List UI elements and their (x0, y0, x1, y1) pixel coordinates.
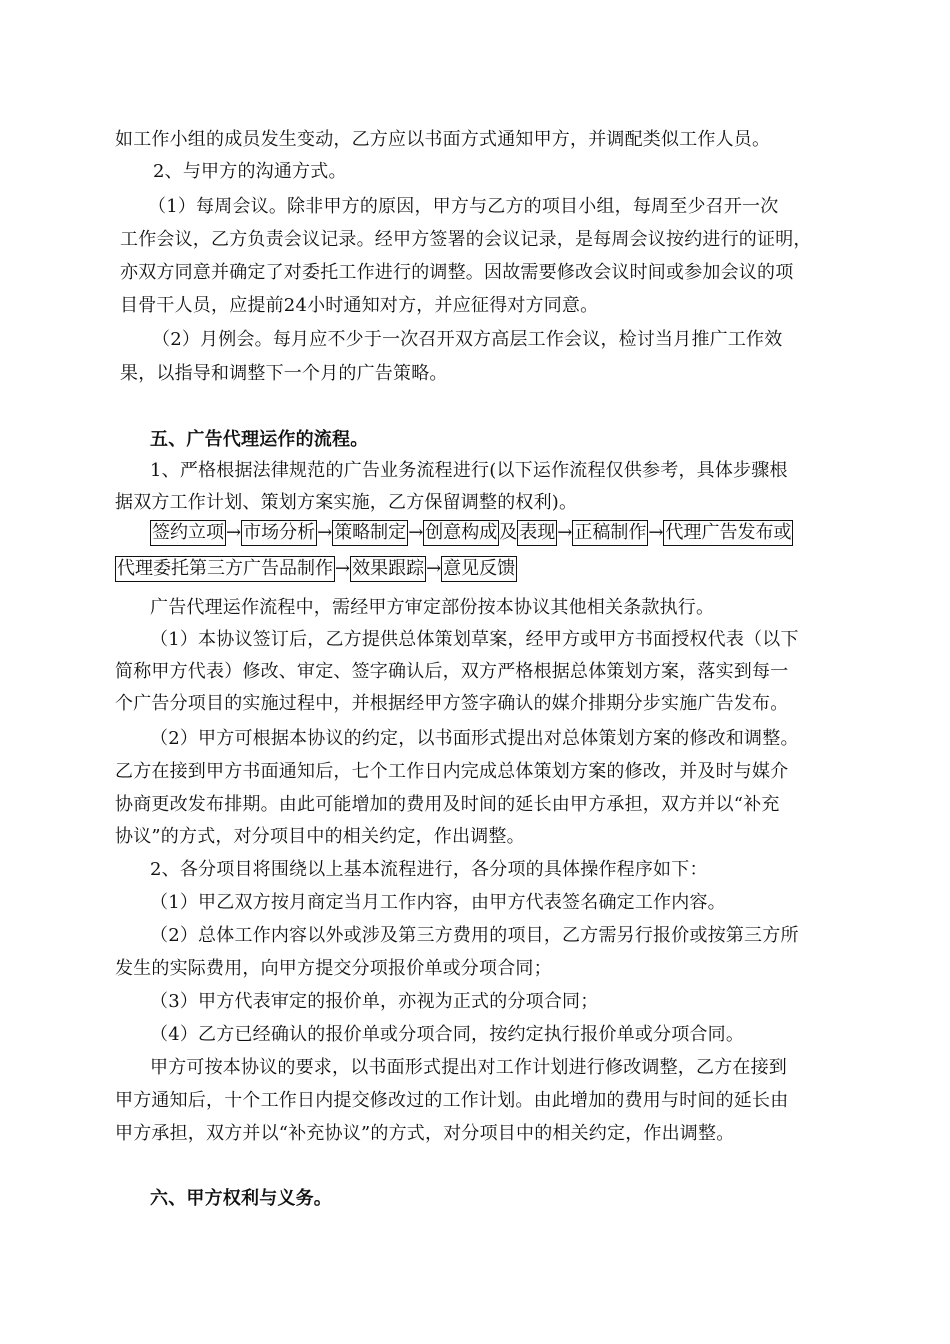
flow-step-sign-contract: 签约立项 (150, 520, 226, 546)
paragraph-line: 果，以指导和调整下一个月的广告策略。 (120, 363, 448, 384)
paragraph-line: 甲方承担，双方并以“补充协议”的方式，对分项目中的相关约定，作出调整。 (115, 1123, 735, 1144)
flow-step-market-analysis: 市场分析 (241, 520, 317, 546)
flow-step-feedback: 意见反馈 (441, 556, 517, 582)
flow-arrow: → (226, 522, 242, 543)
paragraph-line: 协商更改发布排期。由此可能增加的费用及时间的延长由甲方承担，双方并以“补充 (115, 794, 780, 815)
paragraph-line: 如工作小组的成员发生变动，乙方应以书面方式通知甲方，并调配类似工作人员。 (115, 129, 771, 150)
paragraph-line: 发生的实际费用，向甲方提交分项报价单或分项合同； (115, 958, 552, 979)
paragraph-line: （1）每周会议。除非甲方的原因，甲方与乙方的项目小组，每周至少召开一次 (148, 196, 779, 217)
flow-arrow: → (648, 522, 664, 543)
list-item: （3）甲方代表审定的报价单，亦视为正式的分项合同； (150, 991, 599, 1012)
paragraph-line: 简称甲方代表）修改、审定、签字确认后，双方严格根据总体策划方案，落实到每一 (115, 661, 789, 682)
paragraph-line: 协议”的方式，对分项目中的相关约定，作出调整。 (115, 826, 525, 847)
paragraph-line: 工作会议，乙方负责会议记录。经甲方签署的会议记录，是每周会议按约进行的证明， (120, 229, 812, 250)
list-item: （4）乙方已经确认的报价单或分项合同，按约定执行报价单或分项合同。 (150, 1024, 745, 1045)
flow-arrow: → (408, 522, 424, 543)
flow-step-creative: 创意构成 (423, 520, 499, 546)
flow-arrow: → (426, 558, 442, 579)
list-item: 1、严格根据法律规范的广告业务流程进行(以下运作流程仅供参考，具体步骤根 (150, 460, 788, 481)
paragraph-line: 据双方工作计划、策划方案实施，乙方保留调整的权利)。 (115, 492, 578, 513)
flow-arrow: → (317, 522, 333, 543)
section-heading: 五、广告代理运作的流程。 (150, 429, 369, 450)
paragraph-line: 广告代理运作流程中，需经甲方审定部份按本协议其他相关条款执行。 (150, 597, 715, 618)
list-item: （2）总体工作内容以外或涉及第三方费用的项目，乙方需另行报价或按第三方所 (150, 925, 799, 946)
paragraph-line: （2）甲方可根据本协议的约定，以书面形式提出对总体策划方案的修改和调整。 (150, 728, 799, 749)
flow-arrow: → (557, 522, 573, 543)
process-flow-row-1 (150, 520, 793, 548)
paragraph-line: 甲方可按本协议的要求，以书面形式提出对工作计划进行修改调整，乙方在接到 (150, 1057, 787, 1078)
process-flow-row-2 (115, 556, 517, 584)
list-item: 2、与甲方的沟通方式。 (153, 161, 347, 182)
flow-step-strategy: 策略制定 (332, 520, 408, 546)
paragraph-line: （2）月例会。每月应不少于一次召开双方高层工作会议，检讨当月推广工作效 (152, 329, 783, 350)
flow-step-expression: 表现 (517, 520, 557, 546)
paragraph-line: 甲方通知后，十个工作日内提交修改过的工作计划。由此增加的费用与时间的延长由 (115, 1090, 789, 1111)
flow-step-tracking: 效果跟踪 (350, 556, 426, 582)
paragraph-line: 个广告分项目的实施过程中，并根据经甲方签字确认的媒介排期分步实施广告发布。 (115, 693, 789, 714)
paragraph-line: （1）本协议签订后，乙方提供总体策划草案，经甲方或甲方书面授权代表（以下 (150, 629, 799, 650)
list-item: （1）甲乙双方按月商定当月工作内容，由甲方代表签名确定工作内容。 (150, 892, 726, 913)
paragraph-line: 亦双方同意并确定了对委托工作进行的调整。因故需要修改会议时间或参加会议的项 (120, 262, 794, 283)
paragraph-line: 目骨干人员，应提前24小时通知对方，并应征得对方同意。 (120, 295, 599, 316)
flow-step-final-draft: 正稿制作 (572, 520, 648, 546)
paragraph-line: 乙方在接到甲方书面通知后，七个工作日内完成总体策划方案的修改，并及时与媒介 (115, 761, 789, 782)
flow-step-third-party-production: 代理委托第三方广告品制作 (115, 556, 335, 582)
flow-arrow: → (335, 558, 351, 579)
section-heading: 六、甲方权利与义务。 (150, 1188, 332, 1209)
flow-join-text: 及 (499, 522, 518, 543)
flow-step-publish: 代理广告发布或 (663, 520, 793, 546)
list-item: 2、各分项目将围绕以上基本流程进行，各分项的具体操作程序如下： (150, 859, 708, 880)
